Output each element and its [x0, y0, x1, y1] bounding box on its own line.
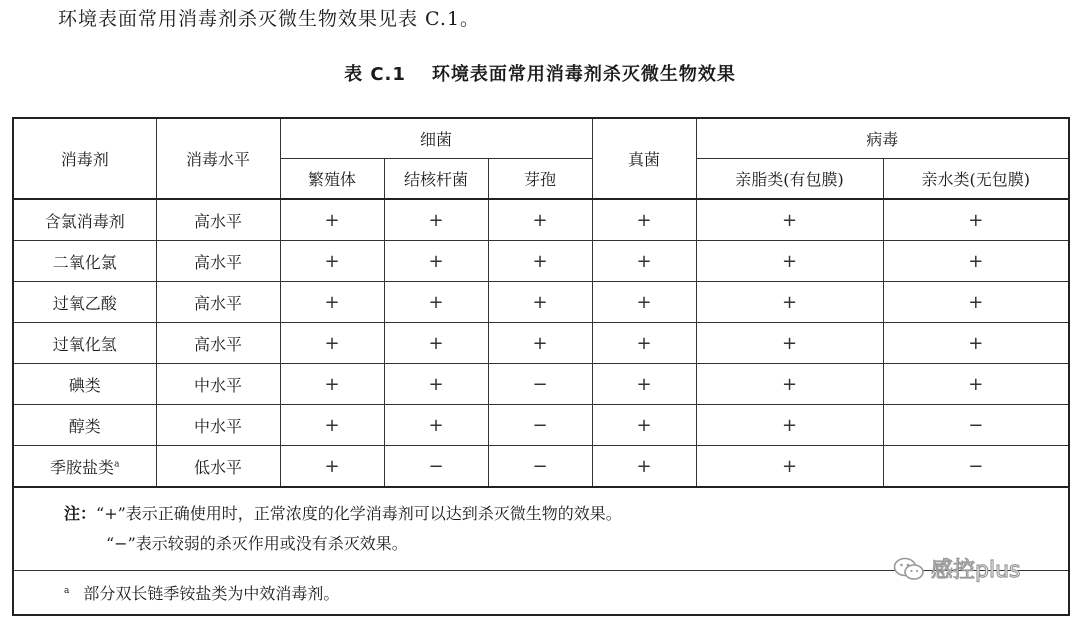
header-fungi: 真菌 [592, 118, 696, 199]
effect-cell-tb: + [384, 199, 488, 241]
effect-cell-lipid-virus: + [696, 282, 883, 323]
disinfectant-name-cell [13, 282, 156, 323]
effect-cell-hydro-virus: + [883, 364, 1069, 405]
disinfectant-name: 过氧乙酸 [52, 293, 117, 313]
header-tb: 结核杆菌 [384, 159, 488, 200]
footnote-mark: a [64, 585, 70, 596]
footnote-ref: a [114, 459, 120, 470]
effect-cell-hydro-virus: + [883, 241, 1069, 282]
effect-cell-lipid-virus: + [696, 446, 883, 488]
effect-cell-spore: − [488, 405, 592, 446]
effect-cell-vegetative: + [280, 405, 384, 446]
effect-cell-tb: − [384, 446, 488, 488]
effect-cell-fungi: + [592, 364, 696, 405]
table-row [13, 282, 1069, 323]
disinfectant-name-cell [13, 241, 156, 282]
effect-cell-fungi: + [592, 323, 696, 364]
effect-cell-hydro-virus: + [883, 282, 1069, 323]
note-text-1: “+”表示正确使用时，正常浓度的化学消毒剂可以达到杀灭微生物的效果。 [96, 504, 622, 523]
disinfectant-name-cell [13, 199, 156, 241]
table-row [13, 364, 1069, 405]
disinfectant-name: 过氧化氢 [52, 334, 117, 354]
effect-cell-lipid-virus: + [696, 199, 883, 241]
effect-cell-spore: + [488, 323, 592, 364]
note-line-2: “−”表示较弱的杀灭作用或没有杀灭效果。 [106, 534, 408, 553]
disinfectant-name: 含氯消毒剂 [44, 211, 125, 231]
table-row [13, 241, 1069, 282]
effect-cell-spore: + [488, 241, 592, 282]
effect-cell-fungi: + [592, 282, 696, 323]
table-caption [0, 60, 1080, 86]
disinfectant-name-cell [13, 405, 156, 446]
intro-text: 环境表面常用消毒剂杀灭微生物效果见表 C.1。 [58, 8, 481, 30]
header-level: 消毒水平 [156, 118, 280, 199]
effect-cell-lipid-virus: + [696, 364, 883, 405]
effect-cell-spore: − [488, 446, 592, 488]
effect-cell-vegetative: + [280, 323, 384, 364]
watermark-text: 感控plus [931, 558, 1021, 583]
effect-cell-tb: + [384, 282, 488, 323]
effect-cell-lipid-virus: + [696, 405, 883, 446]
header-disinfectant: 消毒剂 [13, 118, 156, 199]
table-row [13, 405, 1069, 446]
level-cell: 中水平 [156, 405, 280, 446]
effect-cell-spore: + [488, 199, 592, 241]
wechat-icon [893, 556, 925, 582]
effect-cell-lipid-virus: + [696, 323, 883, 364]
level-cell: 高水平 [156, 199, 280, 241]
table-row [13, 323, 1069, 364]
watermark [893, 553, 1020, 584]
header-hydro-virus: 亲水类(无包膜) [883, 159, 1069, 200]
note-line-1 [64, 499, 1068, 529]
effect-cell-spore: − [488, 364, 592, 405]
effect-cell-fungi: + [592, 405, 696, 446]
effect-cell-fungi: + [592, 199, 696, 241]
disinfectant-table [12, 117, 1070, 616]
effect-cell-vegetative: + [280, 282, 384, 323]
header-vegetative: 繁殖体 [280, 159, 384, 200]
effect-cell-hydro-virus: − [883, 405, 1069, 446]
disinfectant-name: 二氧化氯 [52, 252, 117, 272]
effect-cell-fungi: + [592, 446, 696, 488]
disinfectant-name-cell [13, 364, 156, 405]
table-row [13, 199, 1069, 241]
table-title: 环境表面常用消毒剂杀灭微生物效果 [431, 64, 736, 85]
disinfectant-name: 季胺盐类 [50, 457, 115, 477]
effect-cell-hydro-virus: + [883, 199, 1069, 241]
note-label: 注： [64, 504, 97, 523]
header-spore: 芽孢 [488, 159, 592, 200]
table-number: 表 C.1 [344, 64, 406, 85]
footnote-text: 部分双长链季铵盐类为中效消毒剂。 [83, 584, 340, 603]
disinfectant-name: 醇类 [68, 416, 101, 436]
level-cell: 高水平 [156, 323, 280, 364]
disinfectant-name-cell [13, 323, 156, 364]
effect-cell-vegetative: + [280, 446, 384, 488]
effect-cell-vegetative: + [280, 241, 384, 282]
effect-cell-vegetative: + [280, 199, 384, 241]
table-row [13, 446, 1069, 488]
header-virus: 病毒 [696, 118, 1069, 159]
level-cell: 低水平 [156, 446, 280, 488]
effect-cell-tb: + [384, 241, 488, 282]
level-cell: 高水平 [156, 282, 280, 323]
disinfectant-name-cell [13, 446, 156, 488]
header-lipid-virus: 亲脂类(有包膜) [696, 159, 883, 200]
effect-cell-tb: + [384, 364, 488, 405]
effect-cell-tb: + [384, 405, 488, 446]
effect-cell-hydro-virus: − [883, 446, 1069, 488]
effect-cell-tb: + [384, 323, 488, 364]
level-cell: 高水平 [156, 241, 280, 282]
effect-cell-hydro-virus: + [883, 323, 1069, 364]
effect-cell-lipid-virus: + [696, 241, 883, 282]
effect-cell-spore: + [488, 282, 592, 323]
level-cell: 中水平 [156, 364, 280, 405]
disinfectant-name: 碘类 [68, 375, 101, 395]
effect-cell-fungi: + [592, 241, 696, 282]
header-bacteria: 细菌 [280, 118, 592, 159]
effect-cell-vegetative: + [280, 364, 384, 405]
